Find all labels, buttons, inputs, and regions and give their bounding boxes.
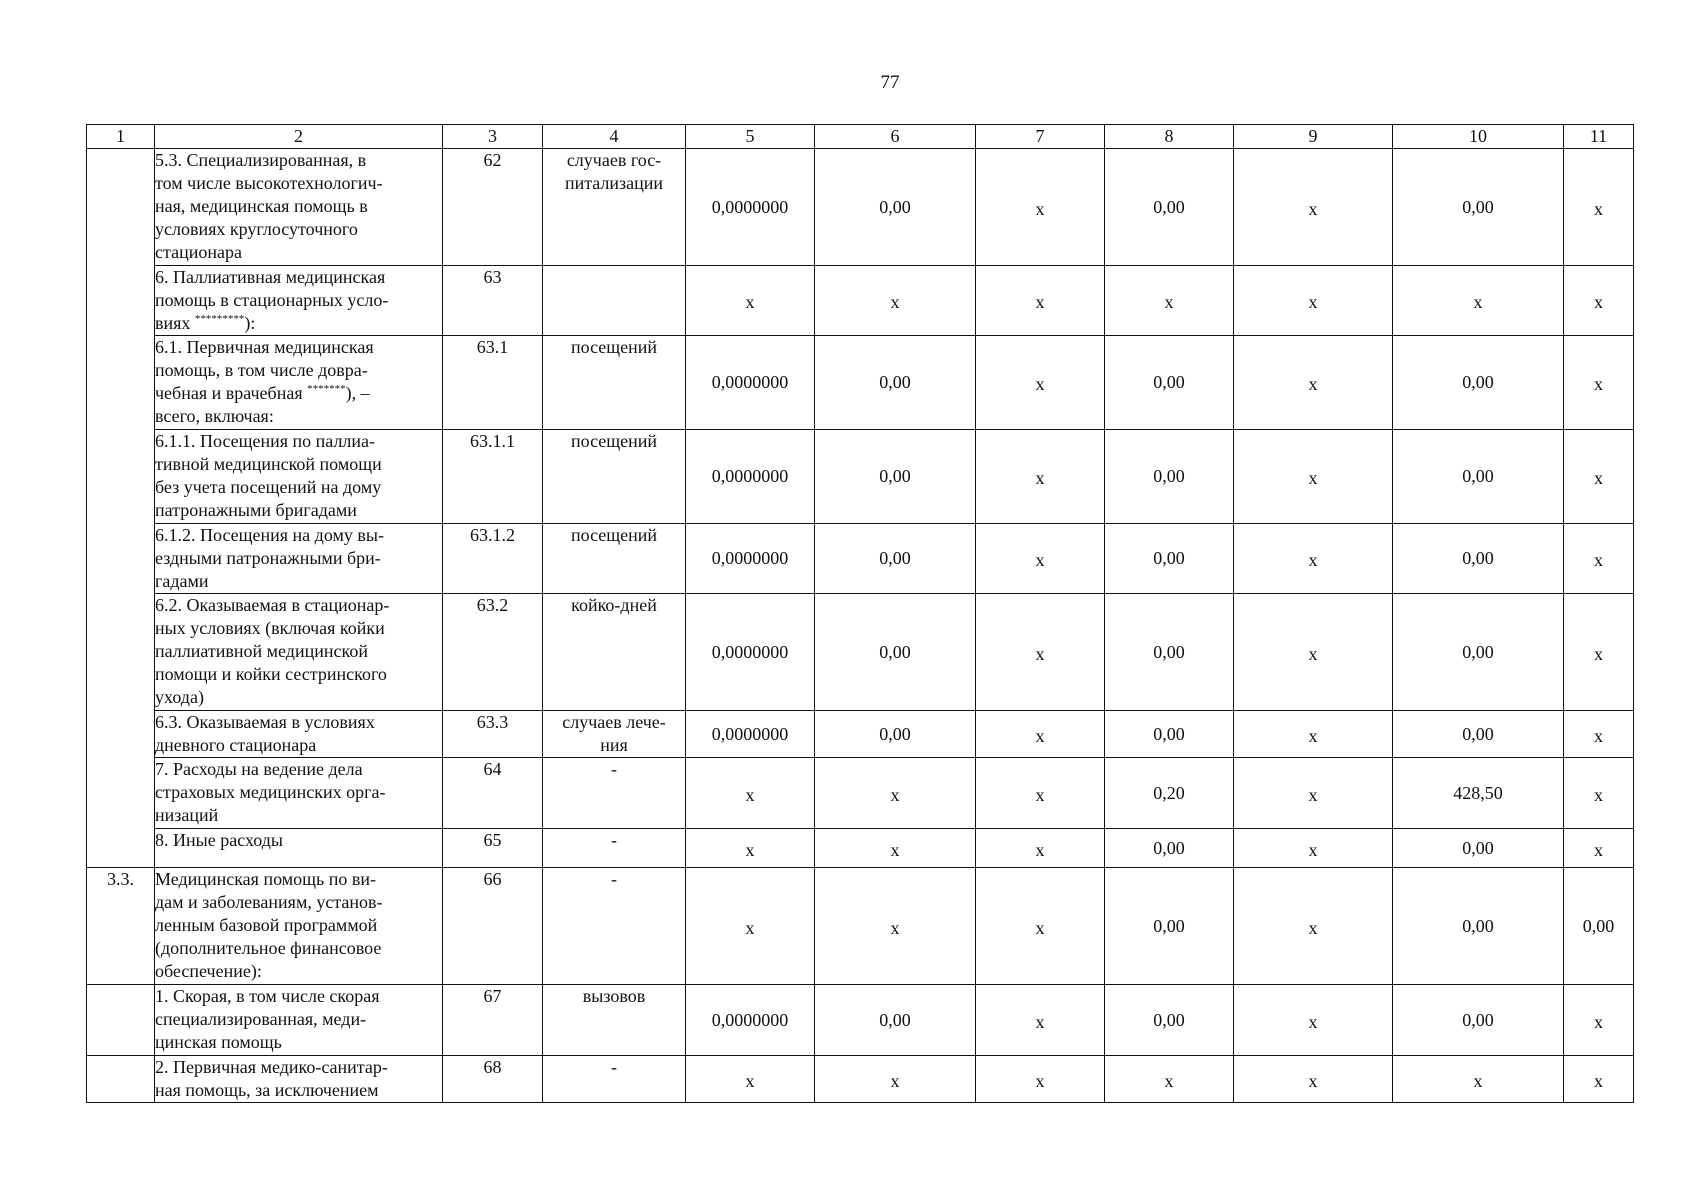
not-applicable-mark: х xyxy=(1035,1011,1045,1032)
not-applicable-mark: х xyxy=(1035,1070,1045,1091)
not-applicable-mark: х xyxy=(745,1070,755,1091)
cell-value: 0,00 xyxy=(1153,372,1185,392)
page-number: 77 xyxy=(880,72,900,93)
not-applicable-mark: х xyxy=(745,292,755,312)
value-col-9 xyxy=(1234,1056,1393,1103)
cell-value: 0,00 xyxy=(1462,915,1494,936)
value-col-7 xyxy=(976,985,1105,1056)
row-description xyxy=(155,868,443,985)
cell-value: 0,00 xyxy=(1462,196,1494,217)
table-row xyxy=(87,430,1634,524)
table-row xyxy=(87,868,1634,985)
table-row xyxy=(87,336,1634,430)
not-applicable-mark: х xyxy=(1594,1011,1603,1032)
cell-value: 0,00 xyxy=(1153,915,1185,936)
cell-value: 0,00 xyxy=(879,196,911,217)
not-applicable-mark: х xyxy=(1308,725,1318,746)
not-applicable-mark: х xyxy=(1594,643,1603,664)
value-col-11 xyxy=(1564,524,1634,594)
description-text: Медицинская помощь по ви- дам и заболеваниям, установ- ленным базовой программой (дополнительное финансовое обеспечение): xyxy=(155,869,383,981)
not-applicable-mark: х xyxy=(1594,784,1603,805)
value-col-5 xyxy=(686,336,815,430)
value-col-10 xyxy=(1393,868,1564,985)
column-header-5: 5 xyxy=(686,125,815,149)
not-applicable-mark: х xyxy=(1594,468,1603,488)
row-code: 63.1 xyxy=(443,336,543,430)
not-applicable-mark: х xyxy=(1308,643,1318,664)
row-unit: случаев гос- питализации xyxy=(543,149,686,266)
description-text: 1. Скорая, в том числе скорая специализированная, меди- цинская помощь xyxy=(155,986,380,1052)
value-col-11 xyxy=(1564,149,1634,266)
value-col-11 xyxy=(1564,336,1634,430)
value-col-8 xyxy=(1105,758,1234,829)
value-col-10 xyxy=(1393,594,1564,711)
cell-value: 0,00 xyxy=(1582,915,1615,936)
value-col-7 xyxy=(976,758,1105,829)
footnote-marker: ********* xyxy=(194,313,245,325)
value-col-6 xyxy=(815,336,976,430)
cell-value: 0,0000000 xyxy=(711,641,789,662)
row-code: 63.2 xyxy=(443,594,543,711)
description-text-tail: ): xyxy=(244,313,256,333)
value-col-11 xyxy=(1564,985,1634,1056)
row-code: 66 xyxy=(443,868,543,985)
row-unit: койко-дней xyxy=(543,594,686,711)
value-col-9 xyxy=(1234,985,1393,1056)
value-col-11 xyxy=(1564,868,1634,985)
cell-value: 0,00 xyxy=(879,723,911,744)
table-row xyxy=(87,1056,1634,1103)
value-col-8 xyxy=(1105,711,1234,758)
not-applicable-mark: х xyxy=(1035,784,1045,805)
description-text: 6.1. Первичная медицинская помощь, в том числе довра- чебная и врачебная xyxy=(155,337,374,403)
cell-value: 0,0000000 xyxy=(711,466,789,486)
not-applicable-mark: х xyxy=(1594,839,1603,860)
value-col-5 xyxy=(686,829,815,868)
not-applicable-mark: х xyxy=(1473,1070,1483,1091)
row-description xyxy=(155,1056,443,1103)
value-col-7 xyxy=(976,149,1105,266)
not-applicable-mark: х xyxy=(1164,292,1174,312)
description-text: 6. Паллиативная медицинская помощь в стационарных усло- виях xyxy=(155,267,389,333)
row-unit: посещений xyxy=(543,430,686,524)
section-number-cell xyxy=(87,985,155,1056)
row-description xyxy=(155,758,443,829)
value-col-9 xyxy=(1234,266,1393,336)
cell-value: 0,00 xyxy=(1462,641,1494,662)
not-applicable-mark: х xyxy=(745,917,755,938)
cell-value: 0,20 xyxy=(1153,782,1185,803)
table-row xyxy=(87,266,1634,336)
not-applicable-mark: х xyxy=(1594,725,1603,746)
value-col-9 xyxy=(1234,711,1393,758)
section-number-cell xyxy=(87,149,155,868)
column-header-4: 4 xyxy=(543,125,686,149)
row-description xyxy=(155,149,443,266)
value-col-6 xyxy=(815,594,976,711)
not-applicable-mark: х xyxy=(890,784,900,805)
cell-value: 0,0000000 xyxy=(711,723,789,744)
not-applicable-mark: х xyxy=(1308,1070,1318,1091)
row-description xyxy=(155,524,443,594)
not-applicable-mark: х xyxy=(1035,374,1045,394)
not-applicable-mark: х xyxy=(1035,198,1045,219)
description-text: 7. Расходы на ведение дела страховых медицинских орга- низаций xyxy=(155,759,386,825)
description-text-tail: ), – всего, включая: xyxy=(155,383,370,426)
row-code: 67 xyxy=(443,985,543,1056)
value-col-6 xyxy=(815,868,976,985)
not-applicable-mark: х xyxy=(1164,1070,1174,1091)
not-applicable-mark: х xyxy=(1308,550,1318,570)
not-applicable-mark: х xyxy=(1473,292,1483,312)
cell-value: 0,00 xyxy=(1153,837,1185,858)
table-row xyxy=(87,524,1634,594)
not-applicable-mark: х xyxy=(1035,292,1045,312)
cell-value: 0,0000000 xyxy=(711,548,789,568)
value-col-6 xyxy=(815,829,976,868)
value-col-5 xyxy=(686,758,815,829)
not-applicable-mark: х xyxy=(890,292,900,312)
value-col-7 xyxy=(976,594,1105,711)
value-col-11 xyxy=(1564,829,1634,868)
not-applicable-mark: х xyxy=(745,839,755,860)
value-col-6 xyxy=(815,758,976,829)
description-text: 5.3. Специализированная, в том числе высокотехнологич- ная, медицинская помощь в условиях круглосуточного стационара xyxy=(155,150,383,262)
row-code: 64 xyxy=(443,758,543,829)
row-unit: - xyxy=(543,1056,686,1103)
cell-value: 428,50 xyxy=(1453,782,1503,803)
table-row xyxy=(87,758,1634,829)
row-description xyxy=(155,829,443,868)
row-code: 68 xyxy=(443,1056,543,1103)
cell-value: 0,00 xyxy=(1153,723,1185,744)
row-unit: - xyxy=(543,868,686,985)
not-applicable-mark: х xyxy=(1308,839,1318,860)
value-col-5 xyxy=(686,868,815,985)
table-row xyxy=(87,711,1634,758)
value-col-8 xyxy=(1105,868,1234,985)
row-code: 63.3 xyxy=(443,711,543,758)
value-col-11 xyxy=(1564,711,1634,758)
value-col-5 xyxy=(686,1056,815,1103)
value-col-9 xyxy=(1234,594,1393,711)
cell-value: 0,00 xyxy=(1462,372,1494,392)
value-col-7 xyxy=(976,711,1105,758)
column-header-9: 9 xyxy=(1234,125,1393,149)
value-col-5 xyxy=(686,711,815,758)
value-col-10 xyxy=(1393,430,1564,524)
not-applicable-mark: х xyxy=(890,917,900,938)
column-header-8: 8 xyxy=(1105,125,1234,149)
row-description xyxy=(155,336,443,430)
value-col-8 xyxy=(1105,829,1234,868)
table-body xyxy=(87,149,1634,1103)
column-header-2: 2 xyxy=(155,125,443,149)
value-col-10 xyxy=(1393,758,1564,829)
cell-value: 0,00 xyxy=(1153,1009,1185,1030)
not-applicable-mark: х xyxy=(1035,550,1045,570)
section-number-cell xyxy=(87,1056,155,1103)
value-col-5 xyxy=(686,149,815,266)
description-text: 6.2. Оказываемая в стационар- ных условиях (включая койки паллиативной медицинской помощи и койки сестринского ухода) xyxy=(155,595,390,707)
value-col-5 xyxy=(686,985,815,1056)
row-unit: вызовов xyxy=(543,985,686,1056)
not-applicable-mark: х xyxy=(1594,292,1603,312)
value-col-8 xyxy=(1105,594,1234,711)
row-unit xyxy=(543,266,686,336)
row-description xyxy=(155,985,443,1056)
row-code: 65 xyxy=(443,829,543,868)
value-col-10 xyxy=(1393,829,1564,868)
row-code: 63.1.2 xyxy=(443,524,543,594)
table-row xyxy=(87,149,1634,266)
value-col-6 xyxy=(815,985,976,1056)
not-applicable-mark: х xyxy=(1308,198,1318,219)
value-col-6 xyxy=(815,524,976,594)
value-col-7 xyxy=(976,829,1105,868)
cell-value: 0,00 xyxy=(1462,1009,1494,1030)
not-applicable-mark: х xyxy=(1308,292,1318,312)
not-applicable-mark: х xyxy=(1308,784,1318,805)
cell-value: 0,00 xyxy=(879,548,911,568)
not-applicable-mark: х xyxy=(1308,1011,1318,1032)
row-description xyxy=(155,430,443,524)
value-col-10 xyxy=(1393,524,1564,594)
not-applicable-mark: х xyxy=(1035,643,1045,664)
value-col-10 xyxy=(1393,985,1564,1056)
value-col-10 xyxy=(1393,1056,1564,1103)
description-text: 6.1.1. Посещения по паллиа- тивной медицинской помощи без учета посещений на дому патронажными бригадами xyxy=(155,431,382,520)
cell-value: 0,00 xyxy=(1153,466,1185,486)
value-col-8 xyxy=(1105,1056,1234,1103)
description-text: 6.3. Оказываемая в условиях дневного стационара xyxy=(155,712,375,755)
cell-value: 0,00 xyxy=(1153,641,1185,662)
value-col-6 xyxy=(815,711,976,758)
value-col-9 xyxy=(1234,336,1393,430)
description-text: 8. Иные расходы xyxy=(155,830,284,850)
value-col-7 xyxy=(976,1056,1105,1103)
section-number-cell: 3.3. xyxy=(87,868,155,985)
value-col-10 xyxy=(1393,711,1564,758)
value-col-9 xyxy=(1234,430,1393,524)
row-code: 63.1.1 xyxy=(443,430,543,524)
not-applicable-mark: х xyxy=(1308,468,1318,488)
financing-table xyxy=(86,124,1634,1103)
value-col-8 xyxy=(1105,524,1234,594)
value-col-9 xyxy=(1234,829,1393,868)
not-applicable-mark: х xyxy=(1308,917,1318,938)
value-col-7 xyxy=(976,430,1105,524)
column-header-6: 6 xyxy=(815,125,976,149)
not-applicable-mark: х xyxy=(1035,839,1045,860)
not-applicable-mark: х xyxy=(1594,1070,1603,1091)
value-col-9 xyxy=(1234,758,1393,829)
value-col-11 xyxy=(1564,1056,1634,1103)
not-applicable-mark: х xyxy=(890,1070,900,1091)
value-col-9 xyxy=(1234,868,1393,985)
not-applicable-mark: х xyxy=(745,784,755,805)
cell-value: 0,00 xyxy=(1462,466,1494,486)
value-col-7 xyxy=(976,524,1105,594)
row-description xyxy=(155,711,443,758)
value-col-6 xyxy=(815,149,976,266)
value-col-6 xyxy=(815,1056,976,1103)
value-col-8 xyxy=(1105,985,1234,1056)
not-applicable-mark: х xyxy=(1594,198,1603,219)
cell-value: 0,00 xyxy=(879,1009,911,1030)
table-row xyxy=(87,985,1634,1056)
row-unit: - xyxy=(543,758,686,829)
not-applicable-mark: х xyxy=(890,839,900,860)
not-applicable-mark: х xyxy=(1308,374,1318,394)
value-col-5 xyxy=(686,266,815,336)
value-col-10 xyxy=(1393,266,1564,336)
value-col-11 xyxy=(1564,430,1634,524)
value-col-11 xyxy=(1564,758,1634,829)
row-description xyxy=(155,266,443,336)
not-applicable-mark: х xyxy=(1594,550,1603,570)
value-col-10 xyxy=(1393,149,1564,266)
column-header-10: 10 xyxy=(1393,125,1564,149)
header-row xyxy=(87,125,1634,149)
table-row xyxy=(87,829,1634,868)
cell-value: 0,00 xyxy=(1462,548,1494,568)
not-applicable-mark: х xyxy=(1035,468,1045,488)
cell-value: 0,0000000 xyxy=(711,196,789,217)
column-header-11: 11 xyxy=(1564,125,1634,149)
value-col-6 xyxy=(815,430,976,524)
value-col-5 xyxy=(686,524,815,594)
value-col-7 xyxy=(976,868,1105,985)
cell-value: 0,00 xyxy=(879,466,911,486)
row-description xyxy=(155,594,443,711)
value-col-11 xyxy=(1564,266,1634,336)
cell-value: 0,00 xyxy=(879,372,911,392)
cell-value: 0,00 xyxy=(1462,837,1494,858)
column-header-1: 1 xyxy=(87,125,155,149)
row-code: 62 xyxy=(443,149,543,266)
cell-value: 0,00 xyxy=(1153,196,1185,217)
row-unit: посещений xyxy=(543,336,686,430)
value-col-6 xyxy=(815,266,976,336)
value-col-9 xyxy=(1234,149,1393,266)
cell-value: 0,00 xyxy=(879,641,911,662)
row-code: 63 xyxy=(443,266,543,336)
description-text: 6.1.2. Посещения на дому вы- ездными патронажными бри- гадами xyxy=(155,525,384,591)
cell-value: 0,00 xyxy=(1153,548,1185,568)
not-applicable-mark: х xyxy=(1035,917,1045,938)
row-unit: посещений xyxy=(543,524,686,594)
cell-value: 0,00 xyxy=(1462,723,1494,744)
value-col-8 xyxy=(1105,149,1234,266)
table-row xyxy=(87,594,1634,711)
cell-value: 0,0000000 xyxy=(711,372,789,392)
value-col-9 xyxy=(1234,524,1393,594)
value-col-7 xyxy=(976,336,1105,430)
footnote-marker: ******* xyxy=(307,383,346,395)
value-col-8 xyxy=(1105,266,1234,336)
row-unit: - xyxy=(543,829,686,868)
row-unit: случаев лече- ния xyxy=(543,711,686,758)
not-applicable-mark: х xyxy=(1035,725,1045,746)
value-col-5 xyxy=(686,430,815,524)
value-col-5 xyxy=(686,594,815,711)
value-col-10 xyxy=(1393,336,1564,430)
value-col-8 xyxy=(1105,336,1234,430)
not-applicable-mark: х xyxy=(1594,374,1603,394)
column-header-3: 3 xyxy=(443,125,543,149)
value-col-11 xyxy=(1564,594,1634,711)
value-col-8 xyxy=(1105,430,1234,524)
description-text: 2. Первичная медико-санитар- ная помощь, за исключением xyxy=(155,1057,388,1100)
cell-value: 0,0000000 xyxy=(711,1009,789,1030)
column-header-7: 7 xyxy=(976,125,1105,149)
value-col-7 xyxy=(976,266,1105,336)
